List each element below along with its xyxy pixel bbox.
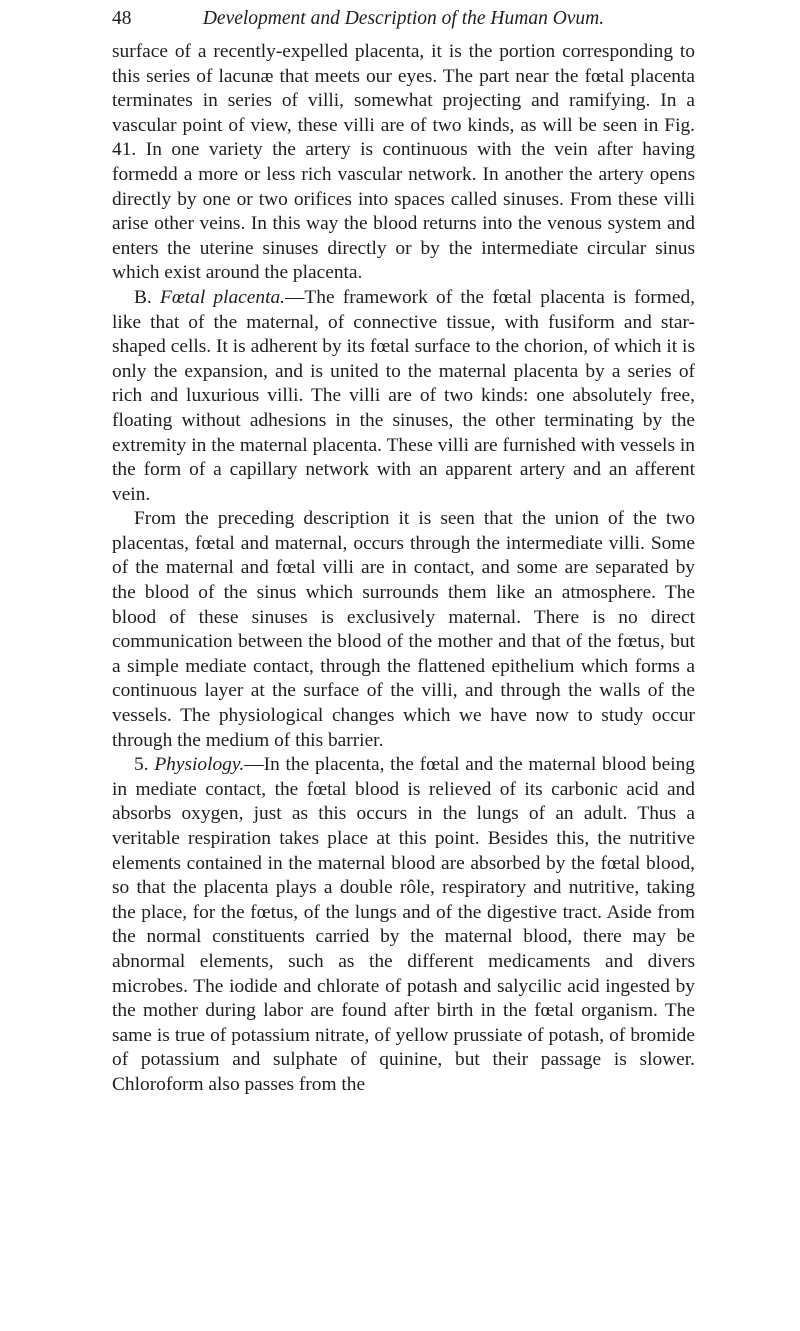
section-label: 5. bbox=[134, 754, 149, 776]
book-page bbox=[0, 6, 800, 1331]
paragraph-text: —The framework of the fœtal placenta is formed, like that of the maternal, of connective tissue, with fusiform and star-shaped cells. It is adherent by its fœtal surface to the chorion, of which it is only the expansion, and is united to the maternal placenta by a series of rich and luxurious villi. The villi are of two kinds: one absolutely free, floating without adhesions in the sinuses, the other terminating by the extremity in the maternal placenta. These villi are furnished with vessels in the form of a capillary network with an apparent artery and an afferent vein. bbox=[112, 286, 695, 505]
paragraph-union-of-placentas bbox=[112, 507, 695, 753]
running-title: Development and Description of the Human Ovum. bbox=[202, 8, 605, 29]
page-number: 48 bbox=[112, 8, 132, 29]
paragraph-physiology bbox=[112, 753, 695, 1097]
paragraph-text: surface of a recently-expelled placenta, it is the portion corresponding to this series of lacunæ that meets our eyes. The part near the fœtal placenta terminates in series of villi, somewhat projecting and ramifying. In a vascular point of view, these villi are of two kinds, as will be seen in Fig. 41. In one variety the artery is continuous with the vein after having formedd a more or less rich vascular network. In another the artery opens directly by one or two orifices into spaces called sinuses. From these villi arise other veins. In this way the blood returns into the venous system and enters the uterine sinuses directly or by the intermediate circular sinus which exist around the placenta. bbox=[112, 41, 695, 284]
section-heading: Fœtal placenta. bbox=[159, 286, 286, 308]
body-text bbox=[112, 40, 695, 1098]
paragraph-text: From the preceding description it is seen that the union of the two placentas, fœtal and maternal, occurs through the intermediate villi. Some of the maternal and fœtal villi are in contact, and some are separated by the blood of the sinus which surrounds them like an atmosphere. The blood of these sinuses is exclusively maternal. There is no direct communication between the blood of the mother and that of the fœtus, but a simple mediate contact, through the flattened epithelium which forms a continuous layer at the surface of the villi, and through the walls of the vessels. The physiological changes which we have now to study occur through the medium of this barrier. bbox=[112, 508, 695, 751]
paragraph-text: —In the placenta, the fœtal and the maternal blood being in mediate contact, the fœtal blood is relieved of its carbonic acid and absorbs oxygen, just as this occurs in the lungs of an adult. Thus a veritable respiration takes place at this point. Besides this, the nutritive elements contained in the maternal blood are absorbed by the fœtal blood, so that the placenta plays a double rôle, respiratory and nutritive, taking the place, for the fœtus, of the lungs and of the digestive tract. Aside from the normal constituents carried by the maternal blood, there may be abnormal elements, such as the different medicaments and divers microbes. The iodide and chlorate of potash and salycilic acid ingested by the mother during labor are found after birth in the fœtal organism. The same is true of potassium nitrate, of yellow prussiate of potash, of bromide of potassium and sulphate of quinine, but their passage is slower. Chloroform also passes from the bbox=[112, 754, 695, 1095]
paragraph-lacunae-villi bbox=[112, 40, 695, 286]
section-heading: Physiology. bbox=[154, 754, 245, 776]
section-label: B. bbox=[134, 286, 152, 308]
page-header bbox=[112, 6, 695, 32]
paragraph-foetal-placenta bbox=[112, 286, 695, 507]
